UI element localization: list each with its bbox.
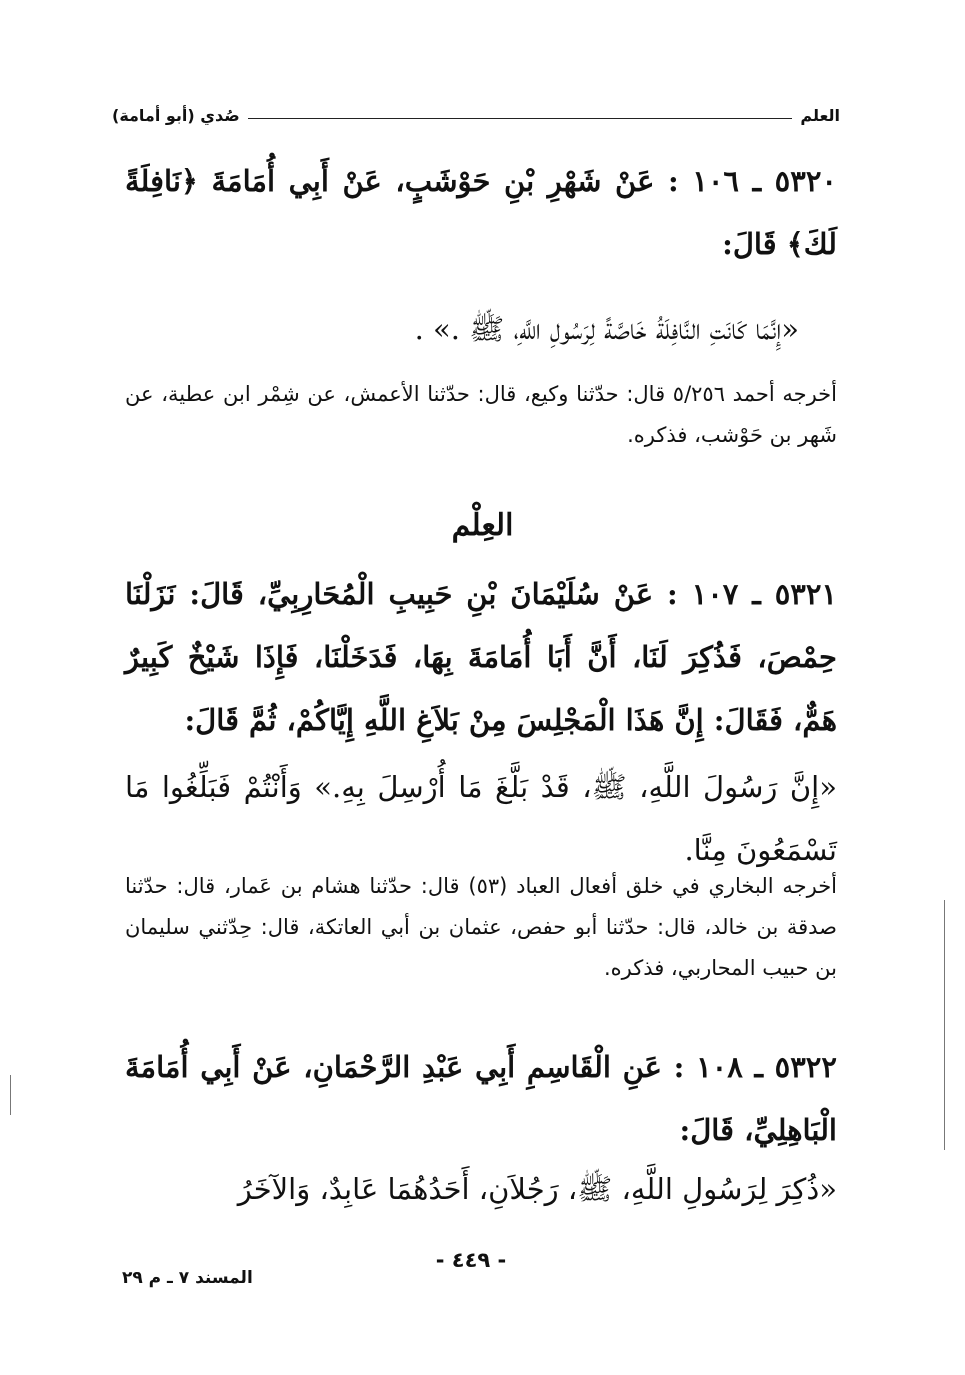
header-rule: [248, 118, 793, 119]
volume-signature: المسند ٧ ـ م ٢٩: [122, 1268, 253, 1288]
scan-edge-mark: [944, 900, 945, 1150]
running-header: [112, 100, 840, 130]
section-title: العِلْم: [451, 508, 514, 543]
scan-edge-mark-left: [10, 1075, 11, 1115]
hadith-5320-quote: «إِنَّمَا كَانَتِ النَّافِلَةُ خَاصَّةً لِرَسُولِ اللَّهِ، ﷺ .» .: [414, 312, 799, 346]
hadith-5322-text: [125, 1036, 837, 1162]
hadith-isnad: عَنْ سُلَيْمَانَ بْنِ حَبِيبِ الْمُحَارِبِيِّ، قَالَ: نَزَلْنَا حِمْصَ، فَذُكِرَ لَنَا، أَنَّ أَبَا أُمَامَةَ بِهَا، فَدَخَلْنَا، فَإِذَا شَيْخٌ كَبِيرٌ هَمٌّ، فَقَالَ: إِنَّ هَذَا الْمَجْلِسَ مِنْ بَلاَغِ اللَّهِ إِيَّاكُمْ، ثُمَّ قَالَ:: [125, 577, 837, 737]
hadith-number: ٥٣٢١ ـ ١٠٧ :: [667, 577, 837, 611]
page-number: - ٤٤٩ -: [435, 1248, 507, 1272]
hadith-5320-text: [125, 150, 837, 276]
hadith-5321-quote: «إِنَّ رَسُولَ اللَّهِ، ﷺ، قَدْ بَلَّغَ مَا أُرْسِلَ بِهِ.» وَأَنْتُمْ فَبَلِّغُوا مَا تَسْمَعُونَ مِنَّا.: [125, 770, 837, 867]
hadith-5321-source: أخرجه البخاري في خلق أفعال العباد (٥٣) قال: حدّثنا هشام بن عَمار، قال: حدّثنا صدقة بن خالد، قال: حدّثنا أبو حفص، عثمان بن أبي العاتكة، قال: حِدّثني سليمان بن حبيب المحاربي، فذكره.: [125, 874, 838, 980]
hadith-5320-source: أخرجه أحمد ٥/٢٥٦ قال: حدّثنا وكيع، قال: حدّثنا الأعمش، عن شِمْر ابن عطية، عن شَهر بن حَوْشب، فذكره.: [125, 382, 837, 447]
hadith-5322-quote: «ذُكِرَ لِرَسُولِ اللَّهِ، ﷺ، رَجُلاَنِ، أَحَدُهُمَا عَابِدٌ، وَالآخَرُ: [237, 1172, 837, 1206]
header-section-title: العلم: [800, 105, 840, 125]
hadith-5321-text: [125, 563, 837, 752]
hadith-isnad: عَنْ شَهْرِ بْنِ حَوْشَبٍ، عَنْ أَبِي أُمَامَةَ ﴿نَافِلَةً لَكَ﴾ قَالَ:: [125, 164, 837, 261]
hadith-number: ٥٣٢٢ ـ ١٠٨ :: [673, 1050, 837, 1084]
hadith-isnad: عَنِ الْقَاسِمِ أَبِي عَبْدِ الرَّحْمَانِ، عَنْ أَبِي أُمَامَةَ الْبَاهِلِيِّ، قَالَ:: [125, 1050, 837, 1147]
header-narrator-name: صُدي (أبو أمامة): [112, 105, 240, 125]
hadith-number: ٥٣٢٠ ـ ١٠٦ :: [667, 164, 837, 198]
